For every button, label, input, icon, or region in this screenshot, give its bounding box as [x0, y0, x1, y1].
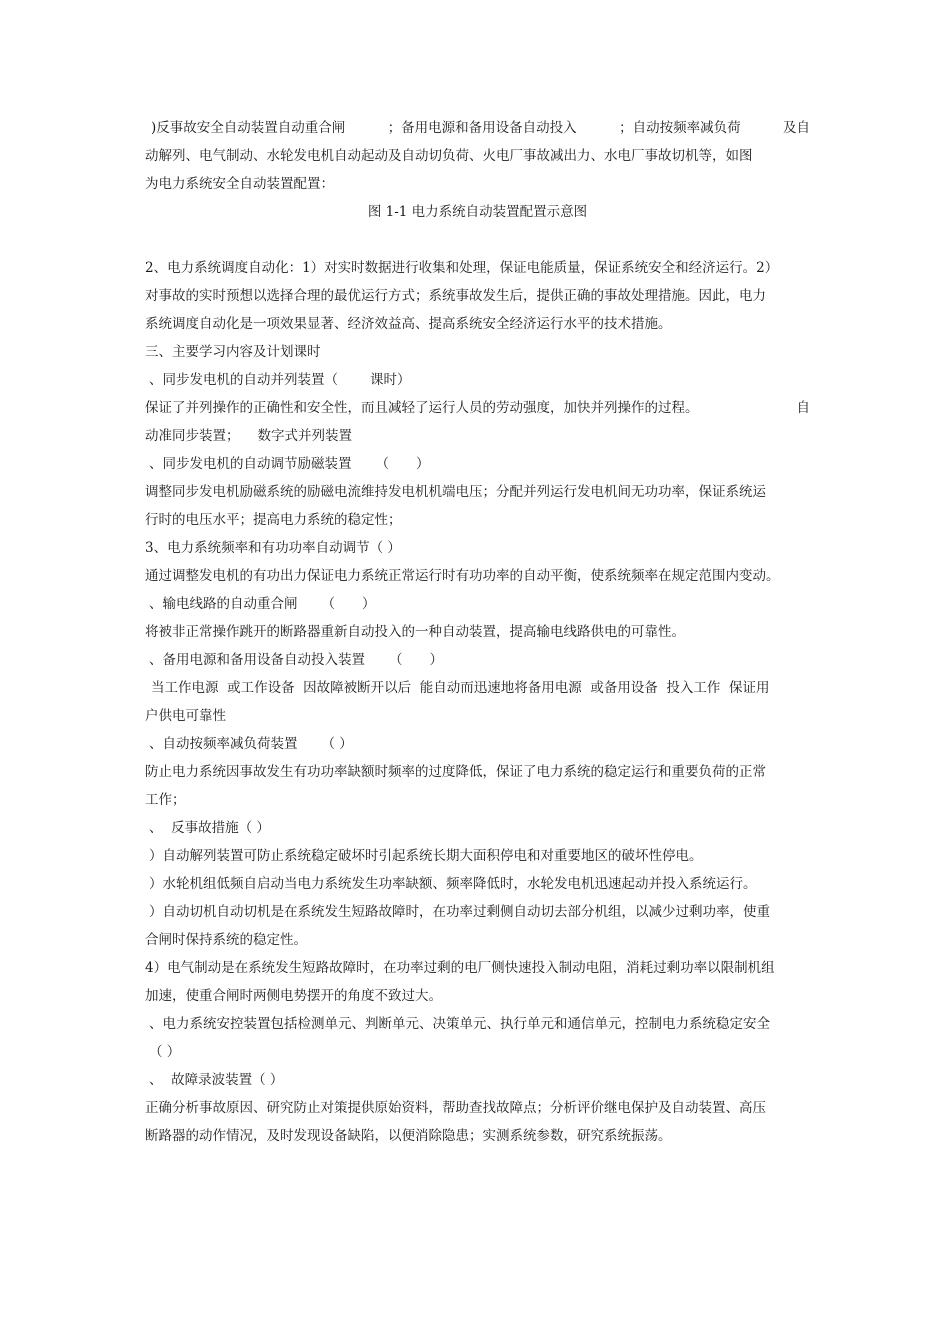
item-heading	[145, 590, 810, 618]
text-fragment: （ ）	[375, 456, 430, 472]
text-fragment: 保证了并列操作的正确性和安全性，而且减轻了运行人员的劳动强度，加快并列操作的过程。	[145, 400, 699, 416]
text-line: 合闸时保持系统的稳定性。	[145, 932, 307, 948]
text-line: 为电力系统安全自动装置配置：	[145, 176, 334, 192]
text-fragment: 课时）	[370, 372, 411, 388]
text-line: 户供电可靠性	[145, 708, 226, 724]
text-line	[145, 114, 810, 142]
text-fragment: 数字式并列装置	[257, 428, 352, 444]
text-fragment: 动准同步装置；	[145, 428, 240, 444]
text-line: ）水轮机组低频自启动当电力系统发生功率缺额、频率降低时，水轮发电机迅速起动并投入系统运行。	[149, 876, 757, 892]
spacer	[145, 226, 810, 254]
text-fragment: )反事故安全自动装置自动重合闸	[151, 120, 346, 136]
text-fragment: 自	[796, 400, 810, 416]
text-fragment: （ ）	[321, 596, 376, 612]
item-heading: 3、电力系统频率和有功功率自动调节（ ）	[145, 540, 401, 556]
text-line: 行时的电压水平；提高电力系统的稳定性；	[145, 512, 402, 528]
item-heading: 、 故障录波装置（ ）	[149, 1072, 284, 1088]
item-heading: 、 反事故措施（ ）	[149, 820, 270, 836]
text-fragment: 、备用电源和备用设备自动投入装置	[149, 652, 365, 668]
item-heading	[145, 730, 810, 758]
text-fragment: ；备用电源和备用设备自动投入	[387, 120, 577, 136]
text-line: ）自动切机自动切机是在系统发生短路故障时，在功率过剩侧自动切去部分机组，以减少过剩功率，使重	[149, 904, 770, 920]
text-line: 正确分析事故原因、研究防止对策提供原始资料，帮助查找故障点；分析评价继电保护及自动装置、高压	[145, 1100, 766, 1116]
text-fragment: ；自动按频率减负荷	[619, 120, 741, 136]
text-line	[145, 394, 810, 422]
text-fragment: 、输电线路的自动重合闸	[149, 596, 298, 612]
text-line: 系统调度自动化是一项效果显著、经济效益高、提高系统安全经济运行水平的技术措施。	[145, 316, 672, 332]
text-line: 调整同步发电机励磁系统的励磁电流维持发电机机端电压；分配并列运行发电机间无功功率，保证系统运	[145, 484, 766, 500]
item-heading	[145, 366, 810, 394]
text-line: 工作；	[145, 792, 186, 808]
text-fragment: 及自	[783, 120, 810, 136]
text-fragment: 、同步发电机的自动并列装置（	[149, 372, 338, 388]
text-line: 将被非正常操作跳开的断路器重新自动投入的一种自动装置，提高输电线路供电的可靠性。	[145, 624, 685, 640]
text-fragment: 、同步发电机的自动调节励磁装置	[149, 456, 352, 472]
text-line: 加速，使重合闸时两侧电势摆开的角度不致过大。	[145, 988, 442, 1004]
text-fragment: （ ）	[321, 736, 353, 752]
text-line: 断路器的动作情况，及时发现设备缺陷，以便消除隐患；实测系统参数，研究系统振荡。	[145, 1128, 672, 1144]
text-line: 通过调整发电机的有功出力保证电力系统正常运行时有功功率的自动平衡，使系统频率在规定范围内变动。	[145, 568, 780, 584]
text-line: （ ）	[149, 1044, 181, 1060]
text-line: 4）电气制动是在系统发生短路故障时，在功率过剩的电厂侧快速投入制动电阻，消耗过剩功率以限制机组	[145, 960, 775, 976]
text-line: 动解列、电气制动、水轮发电机自动起动及自动切负荷、火电厂事故减出力、水电厂事故切机等，如图	[145, 148, 753, 164]
document-page	[145, 114, 810, 1150]
text-line: 防止电力系统因事故发生有功功率缺额时频率的过度降低，保证了电力系统的稳定运行和重要负荷的正常	[145, 764, 766, 780]
text-line: ）自动解列装置可防止系统稳定破坏时引起系统长期大面积停电和对重要地区的破坏性停电。	[149, 848, 703, 864]
figure-caption: 图 1-1 电力系统自动装置配置示意图	[367, 204, 588, 220]
text-line: 当工作电源 或工作设备 因故障被断开以后 能自动而迅速地将备用电源 或备用设备 投入工作 保证用	[151, 680, 770, 696]
text-line: 对事故的实时预想以选择合理的最优运行方式；系统事故发生后，提供正确的事故处理措施。因此，电力	[145, 288, 766, 304]
text-line	[145, 422, 810, 450]
section-heading: 三、主要学习内容及计划课时	[145, 344, 321, 360]
text-fragment: 、自动按频率减负荷装置	[149, 736, 298, 752]
item-heading	[145, 450, 810, 478]
item-heading	[145, 646, 810, 674]
text-fragment: （ ）	[389, 652, 443, 668]
item-heading: 、电力系统安控装置包括检测单元、判断单元、决策单元、执行单元和通信单元，控制电力系统稳定安全	[149, 1016, 770, 1032]
text-line: 2、电力系统调度自动化：1）对实时数据进行收集和处理，保证电能质量，保证系统安全和经济运行。2）	[145, 260, 779, 276]
